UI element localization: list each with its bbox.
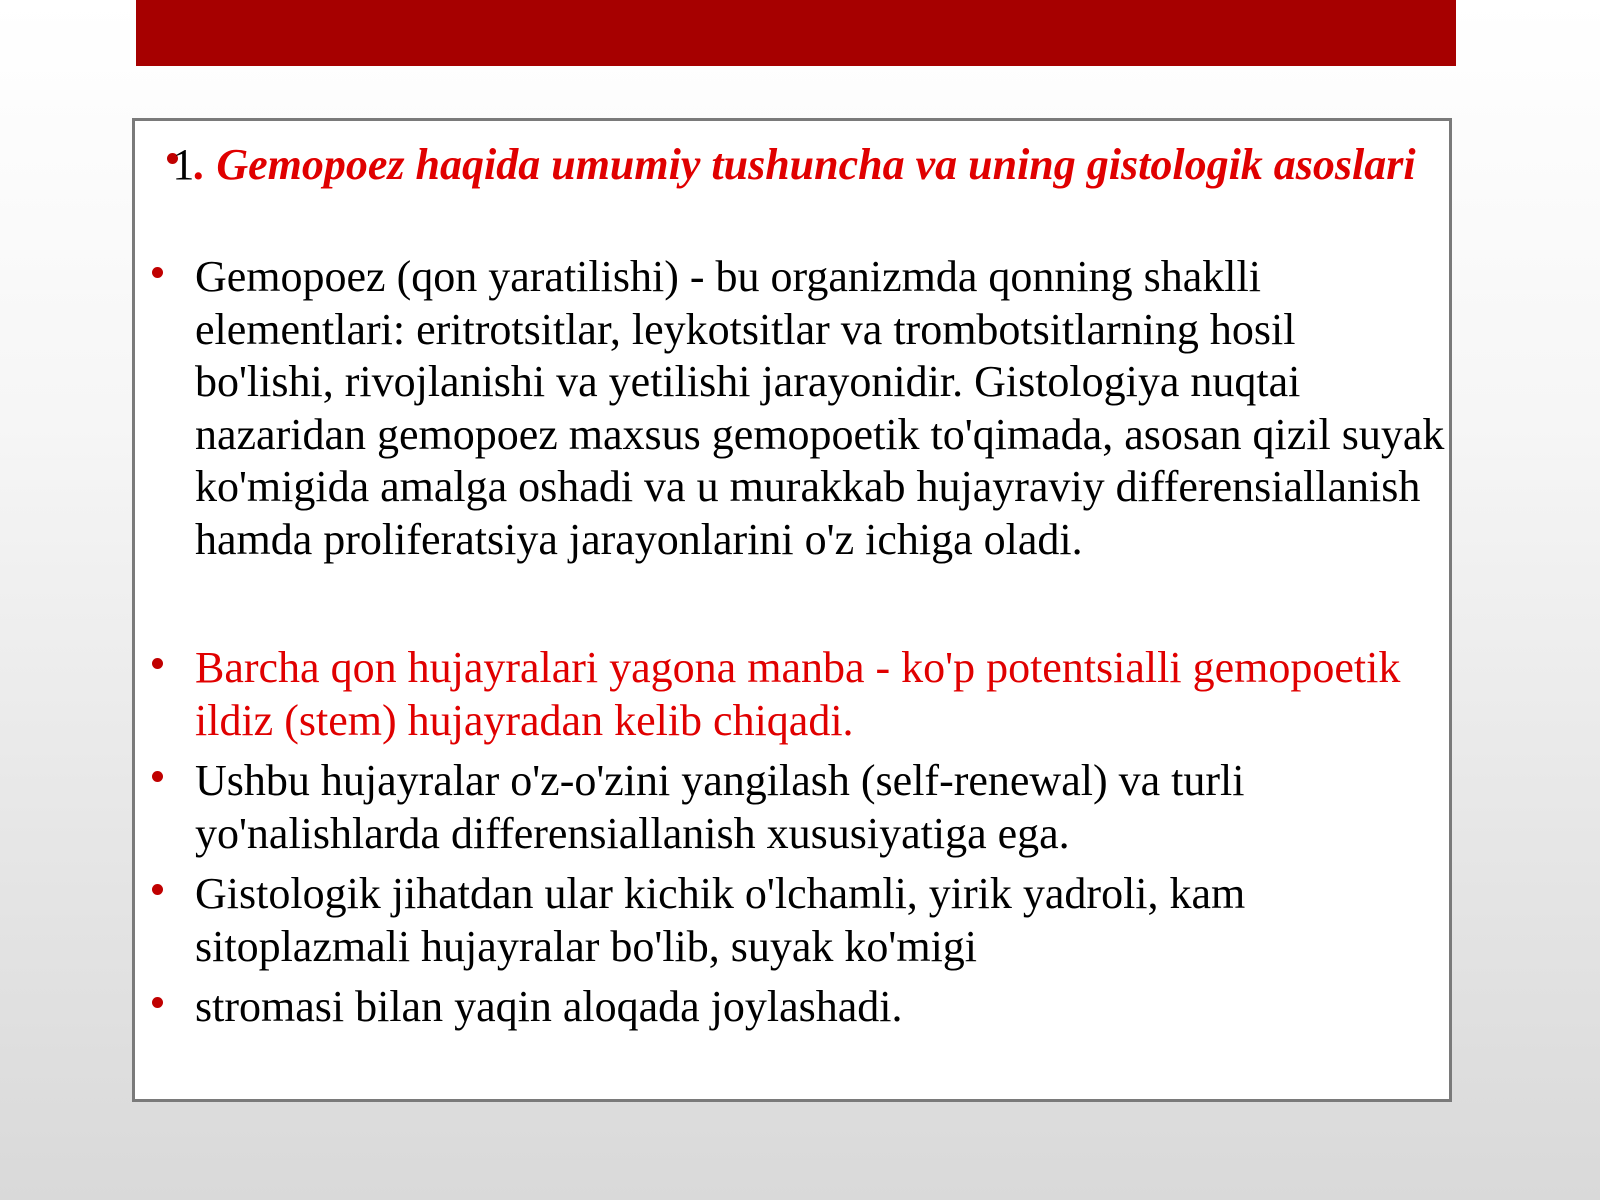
heading-number: 1 <box>172 140 195 189</box>
heading-title: . Gemopoez haqida umumiy tushuncha va uning gistologik asoslari <box>194 140 1416 189</box>
bullet-text: Ushbu hujayralar o'z-o'zini yangilash (self-renewal) va turli yo'nalishlarda differensiallanish xususiyatiga ega. <box>195 756 1245 858</box>
bullet-list <box>195 251 1445 1034</box>
bullet-item <box>195 251 1445 566</box>
bullet-icon <box>152 997 163 1008</box>
bullet-item <box>195 981 1445 1034</box>
slide-heading <box>163 139 1425 191</box>
bullet-item <box>195 755 1445 860</box>
bullet-text: Gemopoez (qon yaratilishi) - bu organizmda qonning shaklli elementlari: eritrotsitlar, leykotsitlar va trombotsitlarning hosil bo'lishi, rivojlanishi va yetilishi jarayonidir. Gistologiya nuqtai nazaridan gemopoez maxsus gemopoetik to'qimada, asosan qizil suyak ko'migida amalga oshadi va u murakkab hujayraviy differensiallanish hamda proliferatsiya jarayonlarini o'z ichiga oladi. <box>195 252 1445 564</box>
title-bar <box>136 0 1456 66</box>
bullet-item <box>195 642 1445 747</box>
bullet-item <box>195 868 1445 973</box>
bullet-text: Barcha qon hujayralari yagona manba - ko'p potentsialli gemopoetik ildiz (stem) hujayradan kelib chiqadi. <box>195 643 1401 745</box>
bullet-icon <box>152 771 163 782</box>
content-box <box>132 118 1452 1102</box>
bullet-icon <box>152 658 163 669</box>
bullet-icon <box>152 267 163 278</box>
bullet-text: stromasi bilan yaqin aloqada joylashadi. <box>195 982 903 1031</box>
bullet-text: Gistologik jihatdan ular kichik o'lchamli, yirik yadroli, kam sitoplazmali hujayralar bo'lib, suyak ko'migi <box>195 869 1246 971</box>
bullet-icon <box>152 884 163 895</box>
